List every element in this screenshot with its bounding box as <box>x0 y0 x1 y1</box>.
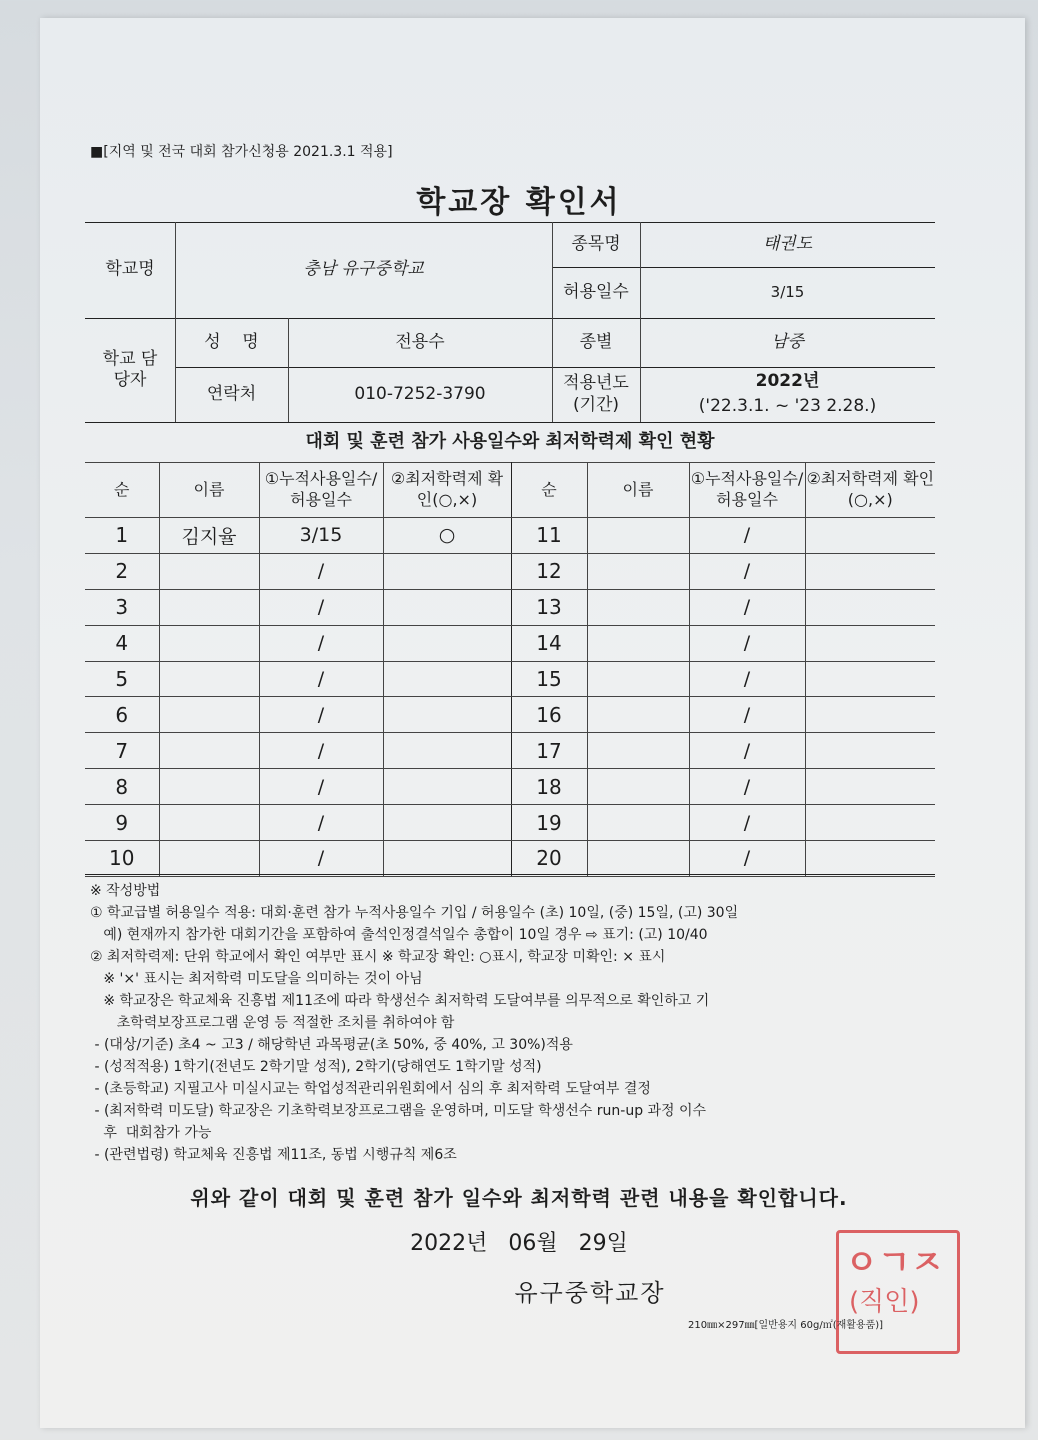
student-name <box>159 769 259 805</box>
allowed-days-label: 허용일수 <box>563 281 629 302</box>
days-used: / <box>259 661 383 697</box>
note-line: ① 학교급별 허용일수 적용: 대회·훈련 참가 누적사용일수 기입 / 허용일수 (초) 10일, (중) 15일, (고) 30일 <box>90 905 739 921</box>
days-used: / <box>689 841 805 877</box>
student-name <box>159 697 259 733</box>
student-name <box>159 733 259 769</box>
header-no: 순 <box>85 463 159 518</box>
note-line: 예) 현재까지 참가한 대회기간을 포함하여 출석인정결석일수 총합이 10일 경우 ⇨ 표기: (고) 10/40 <box>90 927 708 943</box>
student-name <box>587 625 689 661</box>
header-name: 이름 <box>159 463 259 518</box>
row-number: 9 <box>85 805 159 841</box>
header-days: ①누적사용일수/허용일수 <box>259 463 383 518</box>
days-used: / <box>689 661 805 697</box>
table-row <box>85 661 935 697</box>
academic-check <box>805 589 935 625</box>
academic-check <box>805 661 935 697</box>
row-number: 15 <box>511 661 587 697</box>
header-name: 이름 <box>587 463 689 518</box>
row-number: 2 <box>85 553 159 589</box>
note-line: - (성적적용) 1학기(전년도 2학기말 성적), 2학기(당해연도 1학기말 성적) <box>90 1059 542 1075</box>
issue-date: 2022년 06월 29일 <box>410 1231 628 1256</box>
contact-label: 연락처 <box>206 383 257 404</box>
table-row <box>85 697 935 733</box>
days-used: / <box>689 553 805 589</box>
days-used: / <box>259 805 383 841</box>
row-number: 13 <box>511 589 587 625</box>
header-no: 순 <box>511 463 587 518</box>
row-number: 5 <box>85 661 159 697</box>
student-name <box>587 518 689 554</box>
note-line: ※ 작성방법 <box>90 883 161 899</box>
table-row <box>85 553 935 589</box>
confirm-statement: 위와 같이 대회 및 훈련 참가 일수와 최저학력 관련 내용을 확인합니다. <box>190 1186 848 1210</box>
table-row <box>85 841 935 877</box>
academic-check <box>805 805 935 841</box>
days-used: / <box>259 841 383 877</box>
event-value: 태권도 <box>762 233 813 254</box>
table-row <box>85 625 935 661</box>
row-number: 12 <box>511 553 587 589</box>
row-number: 17 <box>511 733 587 769</box>
academic-check: ○ <box>383 518 511 554</box>
participation-table <box>85 462 935 877</box>
student-name <box>159 625 259 661</box>
manager-label: 학교 담당자 <box>102 348 158 390</box>
academic-check <box>383 769 511 805</box>
row-number: 8 <box>85 769 159 805</box>
year-period: ('22.3.1. ~ '23 2.28.) <box>698 396 877 417</box>
year-value: 2022년 <box>755 371 820 392</box>
row-number: 6 <box>85 697 159 733</box>
allowed-days-value: 3/15 <box>770 283 805 302</box>
student-name <box>587 733 689 769</box>
student-name <box>587 553 689 589</box>
days-used: / <box>689 805 805 841</box>
student-name <box>159 661 259 697</box>
row-number: 11 <box>511 518 587 554</box>
academic-check <box>805 733 935 769</box>
note-line: - (대상/기준) 초4 ~ 고3 / 해당학년 과목평균(초 50%, 중 40%, 고 30%)적용 <box>90 1037 573 1053</box>
academic-check <box>805 841 935 877</box>
table-row <box>85 518 935 554</box>
note-line: ② 최저학력제: 단위 학교에서 확인 여부만 표시 ※ 학교장 확인: ○표시, 학교장 미확인: × 표시 <box>90 949 666 965</box>
table-header-row <box>85 463 935 518</box>
days-used: / <box>689 697 805 733</box>
student-name <box>159 589 259 625</box>
seal-glyphs: ㅇㄱㅈ <box>845 1243 944 1283</box>
academic-check <box>383 733 511 769</box>
table-row <box>85 589 935 625</box>
school-label: 학교명 <box>105 259 155 280</box>
principal-signature: 유구중학교장 <box>514 1279 666 1307</box>
row-number: 18 <box>511 769 587 805</box>
table-row <box>85 805 935 841</box>
days-used: / <box>259 625 383 661</box>
academic-check <box>383 661 511 697</box>
academic-check <box>805 769 935 805</box>
name-value: 전용수 <box>395 331 445 352</box>
note-line: 초학력보장프로그램 운영 등 적절한 조치를 취하여야 함 <box>90 1015 455 1031</box>
header-days: ①누적사용일수/허용일수 <box>689 463 805 518</box>
academic-check <box>383 625 511 661</box>
days-used: / <box>259 589 383 625</box>
note-line: 후 대회참가 가능 <box>90 1125 212 1141</box>
instructions <box>90 880 940 1166</box>
row-number: 7 <box>85 733 159 769</box>
header-note: ■[지역 및 전국 대회 참가신청용 2021.3.1 적용] <box>90 144 393 160</box>
seal-mark: (직인) <box>849 1287 920 1317</box>
school-value: 충남 유구중학교 <box>303 259 424 280</box>
row-number: 3 <box>85 589 159 625</box>
note-line: ※ '×' 표시는 최저학력 미도달을 의미하는 것이 아님 <box>90 971 423 987</box>
row-number: 4 <box>85 625 159 661</box>
note-line: - (관련법령) 학교체육 진흥법 제11조, 동법 시행규칙 제6조 <box>90 1147 457 1163</box>
student-name <box>159 805 259 841</box>
days-used: / <box>689 769 805 805</box>
academic-check <box>383 697 511 733</box>
student-name <box>587 841 689 877</box>
days-used: / <box>259 769 383 805</box>
row-number: 14 <box>511 625 587 661</box>
category-value: 남중 <box>771 331 804 352</box>
days-used: / <box>259 697 383 733</box>
section-title: 대회 및 훈련 참가 사용일수와 최저학력제 확인 현황 <box>305 430 715 452</box>
student-name <box>159 553 259 589</box>
note-line: ※ 학교장은 학교체육 진흥법 제11조에 따라 학생선수 최저학력 도달여부를 의무적으로 확인하고 기 <box>90 993 710 1009</box>
days-used: / <box>689 518 805 554</box>
header-check: ②최저학력제 확인(○,×) <box>383 463 511 518</box>
days-used: / <box>689 589 805 625</box>
event-label: 종목명 <box>571 233 621 254</box>
academic-check <box>383 553 511 589</box>
student-name <box>587 769 689 805</box>
table-row <box>85 733 935 769</box>
academic-check <box>805 697 935 733</box>
academic-check <box>383 805 511 841</box>
paper-spec: 210㎜×297㎜[일반용지 60g/㎡(재활용품)] <box>688 1320 884 1331</box>
row-number: 1 <box>85 518 159 554</box>
row-number: 19 <box>511 805 587 841</box>
academic-check <box>805 553 935 589</box>
row-number: 16 <box>511 697 587 733</box>
days-used: 3/15 <box>259 518 383 554</box>
academic-check <box>805 625 935 661</box>
name-label: 성 명 <box>204 331 259 352</box>
header-check: ②최저학력제 확인(○,×) <box>805 463 935 518</box>
year-label: 적용년도 (기간) <box>563 373 629 415</box>
document-title: 학교장 확인서 <box>416 185 622 220</box>
table-bottom-border <box>85 874 935 875</box>
academic-check <box>805 518 935 554</box>
info-bottom-border <box>85 422 935 423</box>
note-line: - (최저학력 미도달) 학교장은 기초학력보장프로그램을 운영하며, 미도달 학생선수 run-up 과정 이수 <box>90 1103 707 1119</box>
row-number: 10 <box>85 841 159 877</box>
days-used: / <box>689 625 805 661</box>
official-seal <box>836 1230 960 1354</box>
contact-value: 010-7252-3790 <box>354 383 486 404</box>
student-name: 김지율 <box>159 518 259 554</box>
days-used: / <box>259 733 383 769</box>
category-label: 종별 <box>579 331 613 352</box>
note-line: - (초등학교) 지필고사 미실시교는 학업성적관리위원회에서 심의 후 최저학력 도달여부 결정 <box>90 1081 651 1097</box>
table-row <box>85 769 935 805</box>
student-name <box>587 697 689 733</box>
student-name <box>587 589 689 625</box>
row-number: 20 <box>511 841 587 877</box>
days-used: / <box>259 553 383 589</box>
days-used: / <box>689 733 805 769</box>
academic-check <box>383 841 511 877</box>
student-name <box>587 805 689 841</box>
student-name <box>159 841 259 877</box>
student-name <box>587 661 689 697</box>
academic-check <box>383 589 511 625</box>
